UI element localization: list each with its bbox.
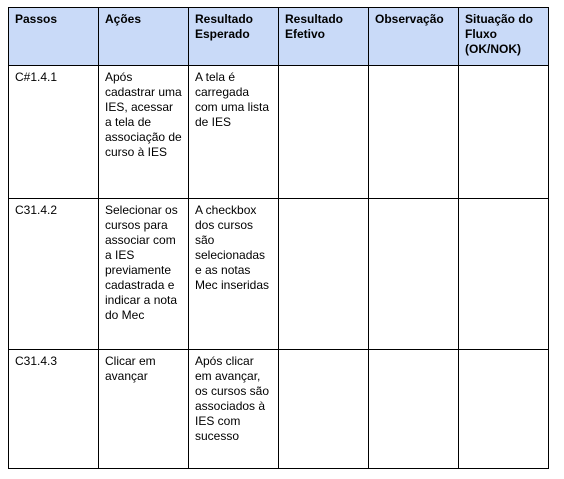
test-steps-table — [8, 7, 549, 469]
cell-passo: C31.4.3 — [9, 350, 99, 469]
header-resultado-esperado: Resultado Esperado — [189, 8, 279, 66]
cell-resultado-esperado: Após clicar em avançar, os cursos são associados à IES com sucesso — [189, 350, 279, 469]
cell-resultado-esperado: A tela é carregada com uma lista de IES — [189, 66, 279, 199]
cell-passo: C#1.4.1 — [9, 66, 99, 199]
cell-situacao — [459, 199, 549, 350]
cell-resultado-efetivo — [279, 66, 369, 199]
table-row — [9, 350, 549, 469]
header-resultado-efetivo: Resultado Efetivo — [279, 8, 369, 66]
cell-observacao — [369, 350, 459, 469]
cell-resultado-efetivo — [279, 350, 369, 469]
header-acoes: Ações — [99, 8, 189, 66]
cell-acao: Clicar em avançar — [99, 350, 189, 469]
table-row — [9, 66, 549, 199]
cell-observacao — [369, 66, 459, 199]
header-situacao-fluxo: Situação do Fluxo (OK/NOK) — [459, 8, 549, 66]
cell-observacao — [369, 199, 459, 350]
header-observacao: Observação — [369, 8, 459, 66]
cell-resultado-efetivo — [279, 199, 369, 350]
cell-passo: C31.4.2 — [9, 199, 99, 350]
cell-acao: Após cadastrar uma IES, acessar a tela de associação de curso à IES — [99, 66, 189, 199]
cell-acao: Selecionar os cursos para associar com a IES previamente cadastrada e indicar a nota do Mec — [99, 199, 189, 350]
cell-resultado-esperado: A checkbox dos cursos são selecionadas e as notas Mec inseridas — [189, 199, 279, 350]
table-row — [9, 199, 549, 350]
cell-situacao — [459, 350, 549, 469]
cell-situacao — [459, 66, 549, 199]
table-header-row — [9, 8, 549, 66]
header-passos: Passos — [9, 8, 99, 66]
